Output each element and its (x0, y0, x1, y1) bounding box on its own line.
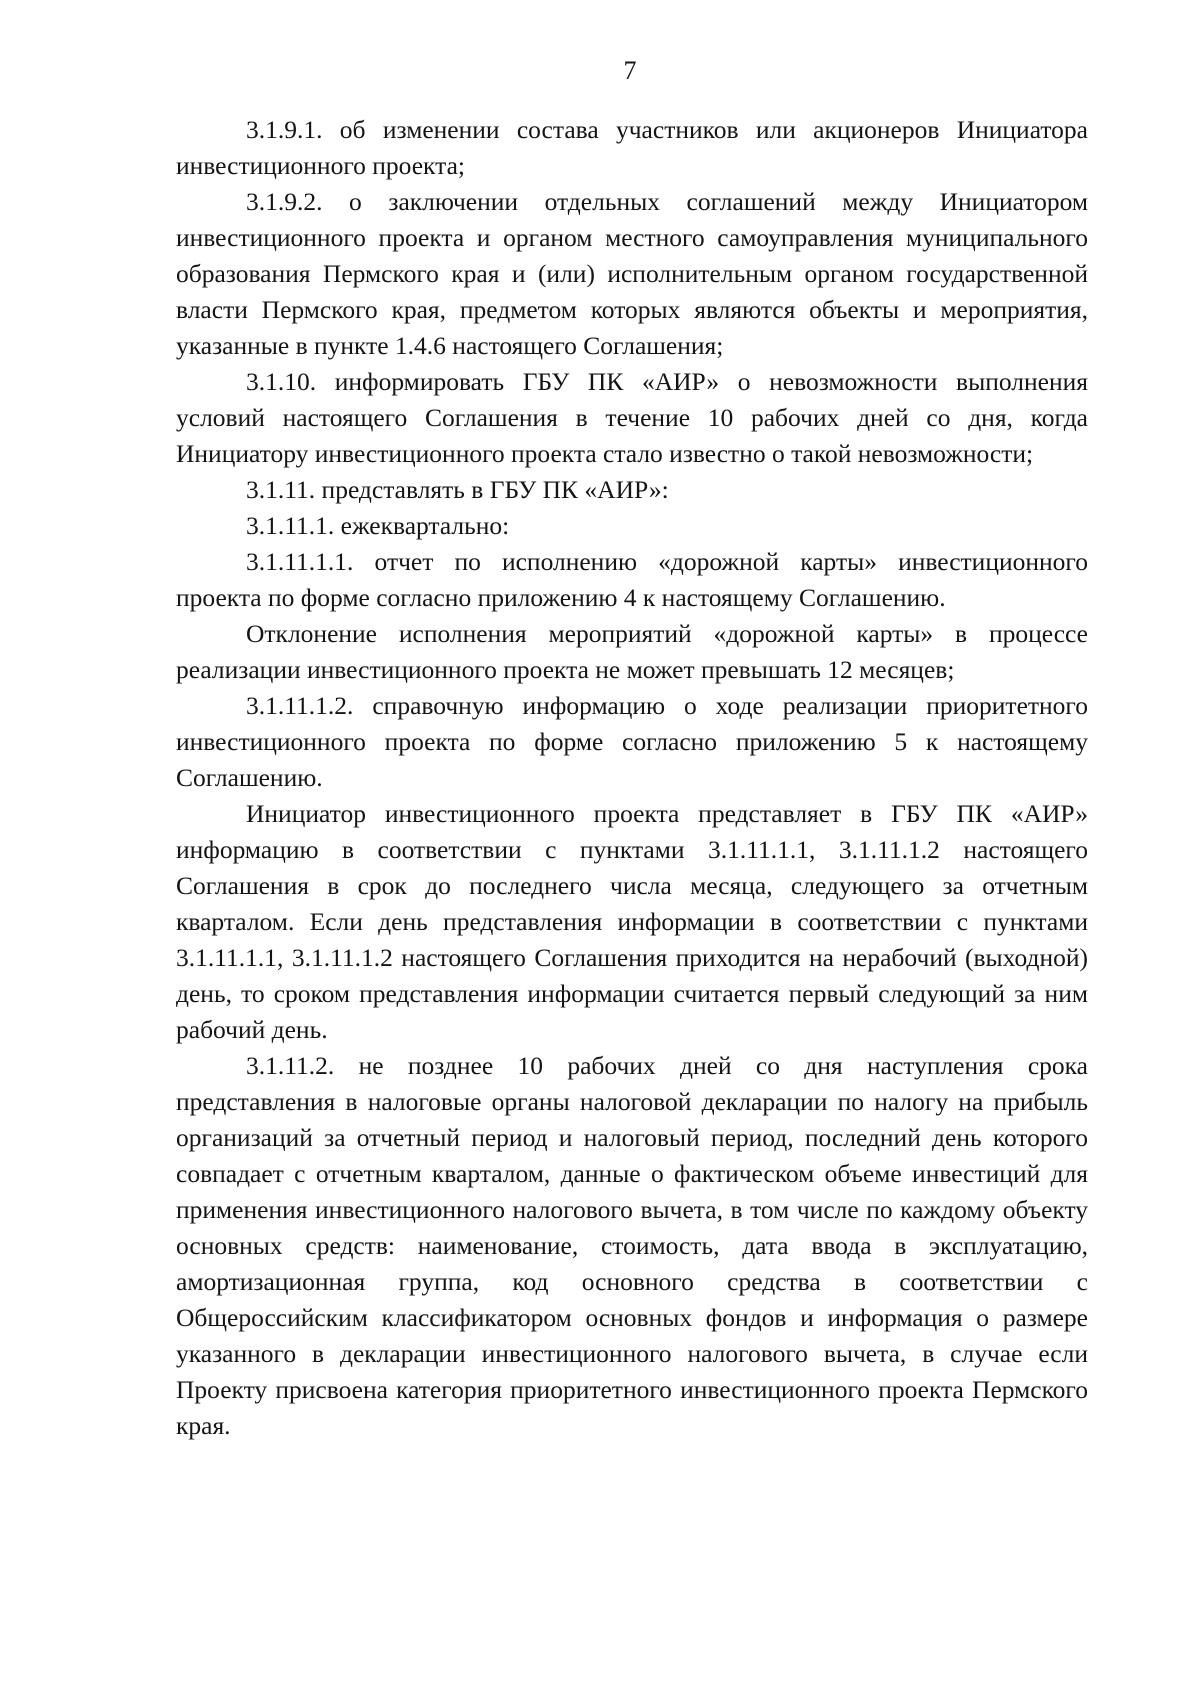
page-number: 7 (623, 56, 637, 85)
paragraph-3-1-10: 3.1.10. информировать ГБУ ПК «АИР» о невозможности выполнения условий настоящего Соглашения в течение 10 рабочих дней со дня, когда Инициатору инвестиционного проекта стало известно о такой невозможности; (176, 367, 1088, 468)
paragraph-3-1-11: 3.1.11. представлять в ГБУ ПК «АИР»: (246, 475, 669, 504)
document-body (176, 112, 1088, 1444)
paragraph-3-1-11-1-2: 3.1.11.1.2. справочную информацию о ходе реализации приоритетного инвестиционного проекта по форме согласно приложению 5 к настоящему Соглашению. (176, 691, 1088, 792)
paragraph-deviation: Отклонение исполнения мероприятий «дорожной карты» в процессе реализации инвестиционного проекта не может превышать 12 месяцев; (176, 619, 1088, 684)
paragraph-reporting-deadline: Инициатор инвестиционного проекта представляет в ГБУ ПК «АИР» информацию в соответствии с пунктами 3.1.11.1.1, 3.1.11.1.2 настоящего Соглашения в срок до последнего числа месяца, следующего за отчетным кварталом. Если день представления информации в соответствии с пунктами 3.1.11.1.1, 3.1.11.1.2 настоящего Соглашения приходится на нерабочий (выходной) день, то сроком представления информации считается первый следующий за ним рабочий день. (176, 799, 1088, 1044)
paragraph-3-1-11-1-1: 3.1.11.1.1. отчет по исполнению «дорожной карты» инвестиционного проекта по форме согласно приложению 4 к настоящему Соглашению. (176, 547, 1088, 612)
paragraph-3-1-11-1: 3.1.11.1. ежеквартально: (246, 511, 510, 540)
paragraph-3-1-9-2: 3.1.9.2. о заключении отдельных соглашений между Инициатором инвестиционного проекта и органом местного самоуправления муниципального образования Пермского края и (или) исполнительным органом государственной власти Пермского края, предметом которых являются объекты и мероприятия, указанные в пункте 1.4.6 настоящего Соглашения; (176, 187, 1088, 360)
paragraph-3-1-9-1: 3.1.9.1. об изменении состава участников или акционеров Инициатора инвестиционного проекта; (176, 115, 1088, 180)
paragraph-3-1-11-2: 3.1.11.2. не позднее 10 рабочих дней со дня наступления срока представления в налоговые органы налоговой декларации по налогу на прибыль организаций за отчетный период и налоговый период, последний день которого совпадает с отчетным кварталом, данные о фактическом объеме инвестиций для применения инвестиционного налогового вычета, в том числе по каждому объекту основных средств: наименование, стоимость, дата ввода в эксплуатацию, амортизационная группа, код основного средства в соответствии с Общероссийским классификатором основных фондов и информация о размере указанного в декларации инвестиционного налогового вычета, в случае если Проекту присвоена категория приоритетного инвестиционного проекта Пермского края. (176, 1051, 1088, 1440)
